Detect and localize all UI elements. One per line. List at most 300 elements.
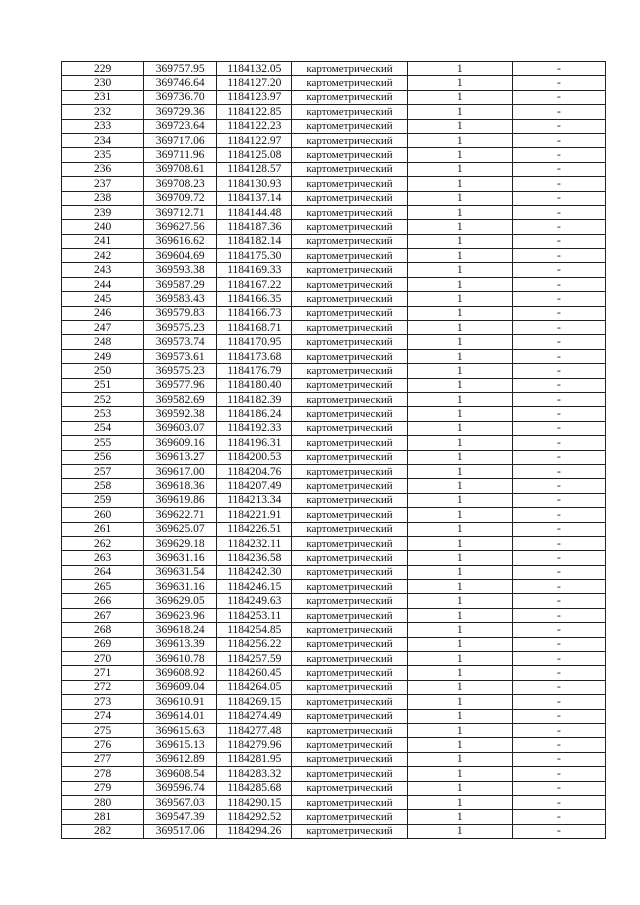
note-cell: -	[512, 594, 605, 608]
x-coordinate-cell: 369708.23	[144, 177, 217, 191]
table-row	[62, 767, 606, 781]
note-cell: -	[512, 738, 605, 752]
y-coordinate-cell: 1184285.68	[217, 781, 292, 795]
y-coordinate-cell: 1184127.20	[217, 76, 292, 90]
point-number-cell: 282	[62, 824, 144, 838]
table-row	[62, 666, 606, 680]
method-cell: картометрический	[292, 637, 407, 651]
accuracy-cell: 1	[407, 407, 512, 421]
accuracy-cell: 1	[407, 723, 512, 737]
note-cell: -	[512, 522, 605, 536]
y-coordinate-cell: 1184122.97	[217, 133, 292, 147]
x-coordinate-cell: 369625.07	[144, 522, 217, 536]
x-coordinate-cell: 369614.01	[144, 709, 217, 723]
y-coordinate-cell: 1184168.71	[217, 321, 292, 335]
y-coordinate-cell: 1184292.52	[217, 810, 292, 824]
method-cell: картометрический	[292, 752, 407, 766]
x-coordinate-cell: 369717.06	[144, 133, 217, 147]
x-coordinate-cell: 369622.71	[144, 508, 217, 522]
method-cell: картометрический	[292, 148, 407, 162]
point-number-cell: 234	[62, 133, 144, 147]
y-coordinate-cell: 1184122.23	[217, 119, 292, 133]
x-coordinate-cell: 369723.64	[144, 119, 217, 133]
x-coordinate-cell: 369573.74	[144, 335, 217, 349]
point-number-cell: 271	[62, 666, 144, 680]
method-cell: картометрический	[292, 522, 407, 536]
note-cell: -	[512, 119, 605, 133]
method-cell: картометрический	[292, 292, 407, 306]
accuracy-cell: 1	[407, 191, 512, 205]
method-cell: картометрический	[292, 177, 407, 191]
y-coordinate-cell: 1184196.31	[217, 436, 292, 450]
accuracy-cell: 1	[407, 608, 512, 622]
point-number-cell: 229	[62, 62, 144, 76]
x-coordinate-cell: 369608.54	[144, 767, 217, 781]
table-row	[62, 695, 606, 709]
note-cell: -	[512, 637, 605, 651]
note-cell: -	[512, 378, 605, 392]
x-coordinate-cell: 369757.95	[144, 62, 217, 76]
method-cell: картометрический	[292, 306, 407, 320]
note-cell: -	[512, 723, 605, 737]
table-row	[62, 723, 606, 737]
x-coordinate-cell: 369517.06	[144, 824, 217, 838]
accuracy-cell: 1	[407, 709, 512, 723]
accuracy-cell: 1	[407, 464, 512, 478]
note-cell: -	[512, 666, 605, 680]
y-coordinate-cell: 1184221.91	[217, 508, 292, 522]
x-coordinate-cell: 369615.63	[144, 723, 217, 737]
y-coordinate-cell: 1184169.33	[217, 263, 292, 277]
point-number-cell: 279	[62, 781, 144, 795]
accuracy-cell: 1	[407, 62, 512, 76]
x-coordinate-cell: 369746.64	[144, 76, 217, 90]
y-coordinate-cell: 1184283.32	[217, 767, 292, 781]
table-row	[62, 464, 606, 478]
x-coordinate-cell: 369613.39	[144, 637, 217, 651]
table-row	[62, 580, 606, 594]
table-row	[62, 191, 606, 205]
y-coordinate-cell: 1184253.11	[217, 608, 292, 622]
method-cell: картометрический	[292, 493, 407, 507]
note-cell: -	[512, 464, 605, 478]
table-row	[62, 364, 606, 378]
accuracy-cell: 1	[407, 795, 512, 809]
accuracy-cell: 1	[407, 594, 512, 608]
point-number-cell: 262	[62, 536, 144, 550]
point-number-cell: 244	[62, 277, 144, 291]
x-coordinate-cell: 369587.29	[144, 277, 217, 291]
x-coordinate-cell: 369629.05	[144, 594, 217, 608]
note-cell: -	[512, 450, 605, 464]
x-coordinate-cell: 369567.03	[144, 795, 217, 809]
x-coordinate-cell: 369579.83	[144, 306, 217, 320]
method-cell: картометрический	[292, 105, 407, 119]
point-number-cell: 260	[62, 508, 144, 522]
method-cell: картометрический	[292, 680, 407, 694]
note-cell: -	[512, 335, 605, 349]
x-coordinate-cell: 369631.54	[144, 565, 217, 579]
method-cell: картометрический	[292, 378, 407, 392]
method-cell: картометрический	[292, 781, 407, 795]
note-cell: -	[512, 652, 605, 666]
point-number-cell: 276	[62, 738, 144, 752]
note-cell: -	[512, 536, 605, 550]
accuracy-cell: 1	[407, 580, 512, 594]
note-cell: -	[512, 810, 605, 824]
table-row	[62, 90, 606, 104]
y-coordinate-cell: 1184167.22	[217, 277, 292, 291]
method-cell: картометрический	[292, 76, 407, 90]
point-number-cell: 265	[62, 580, 144, 594]
note-cell: -	[512, 234, 605, 248]
accuracy-cell: 1	[407, 205, 512, 219]
method-cell: картометрический	[292, 464, 407, 478]
note-cell: -	[512, 709, 605, 723]
y-coordinate-cell: 1184242.30	[217, 565, 292, 579]
method-cell: картометрический	[292, 191, 407, 205]
accuracy-cell: 1	[407, 666, 512, 680]
x-coordinate-cell: 369708.61	[144, 162, 217, 176]
method-cell: картометрический	[292, 450, 407, 464]
x-coordinate-cell: 369608.92	[144, 666, 217, 680]
y-coordinate-cell: 1184144.48	[217, 205, 292, 219]
note-cell: -	[512, 493, 605, 507]
method-cell: картометрический	[292, 824, 407, 838]
x-coordinate-cell: 369575.23	[144, 364, 217, 378]
note-cell: -	[512, 177, 605, 191]
method-cell: картометрический	[292, 162, 407, 176]
note-cell: -	[512, 695, 605, 709]
note-cell: -	[512, 220, 605, 234]
y-coordinate-cell: 1184170.95	[217, 335, 292, 349]
method-cell: картометрический	[292, 349, 407, 363]
point-number-cell: 275	[62, 723, 144, 737]
table-row	[62, 637, 606, 651]
table-row	[62, 306, 606, 320]
note-cell: -	[512, 364, 605, 378]
point-number-cell: 274	[62, 709, 144, 723]
accuracy-cell: 1	[407, 565, 512, 579]
point-number-cell: 261	[62, 522, 144, 536]
point-number-cell: 259	[62, 493, 144, 507]
method-cell: картометрический	[292, 407, 407, 421]
x-coordinate-cell: 369573.61	[144, 349, 217, 363]
table-row	[62, 623, 606, 637]
x-coordinate-cell: 369577.96	[144, 378, 217, 392]
accuracy-cell: 1	[407, 162, 512, 176]
y-coordinate-cell: 1184257.59	[217, 652, 292, 666]
x-coordinate-cell: 369618.24	[144, 623, 217, 637]
method-cell: картометрический	[292, 263, 407, 277]
point-number-cell: 270	[62, 652, 144, 666]
accuracy-cell: 1	[407, 767, 512, 781]
x-coordinate-cell: 369583.43	[144, 292, 217, 306]
note-cell: -	[512, 263, 605, 277]
accuracy-cell: 1	[407, 263, 512, 277]
table-row	[62, 105, 606, 119]
table-row	[62, 652, 606, 666]
note-cell: -	[512, 205, 605, 219]
accuracy-cell: 1	[407, 637, 512, 651]
y-coordinate-cell: 1184204.76	[217, 464, 292, 478]
accuracy-cell: 1	[407, 234, 512, 248]
point-number-cell: 257	[62, 464, 144, 478]
x-coordinate-cell: 369711.96	[144, 148, 217, 162]
y-coordinate-cell: 1184290.15	[217, 795, 292, 809]
accuracy-cell: 1	[407, 364, 512, 378]
method-cell: картометрический	[292, 220, 407, 234]
method-cell: картометрический	[292, 421, 407, 435]
table-row	[62, 738, 606, 752]
y-coordinate-cell: 1184232.11	[217, 536, 292, 550]
y-coordinate-cell: 1184187.36	[217, 220, 292, 234]
table-row	[62, 148, 606, 162]
accuracy-cell: 1	[407, 508, 512, 522]
method-cell: картометрический	[292, 652, 407, 666]
point-number-cell: 245	[62, 292, 144, 306]
point-number-cell: 253	[62, 407, 144, 421]
point-number-cell: 240	[62, 220, 144, 234]
x-coordinate-cell: 369613.27	[144, 450, 217, 464]
note-cell: -	[512, 76, 605, 90]
note-cell: -	[512, 580, 605, 594]
x-coordinate-cell: 369619.86	[144, 493, 217, 507]
note-cell: -	[512, 680, 605, 694]
table-row	[62, 249, 606, 263]
accuracy-cell: 1	[407, 680, 512, 694]
table-row	[62, 680, 606, 694]
accuracy-cell: 1	[407, 378, 512, 392]
table-row	[62, 62, 606, 76]
note-cell: -	[512, 551, 605, 565]
point-number-cell: 243	[62, 263, 144, 277]
note-cell: -	[512, 321, 605, 335]
table-row	[62, 594, 606, 608]
table-row	[62, 220, 606, 234]
table-row	[62, 335, 606, 349]
y-coordinate-cell: 1184274.49	[217, 709, 292, 723]
note-cell: -	[512, 133, 605, 147]
table-row	[62, 321, 606, 335]
accuracy-cell: 1	[407, 421, 512, 435]
point-number-cell: 248	[62, 335, 144, 349]
note-cell: -	[512, 508, 605, 522]
accuracy-cell: 1	[407, 695, 512, 709]
table-row	[62, 76, 606, 90]
y-coordinate-cell: 1184269.15	[217, 695, 292, 709]
note-cell: -	[512, 795, 605, 809]
table-row	[62, 522, 606, 536]
y-coordinate-cell: 1184186.24	[217, 407, 292, 421]
accuracy-cell: 1	[407, 450, 512, 464]
table-row	[62, 752, 606, 766]
y-coordinate-cell: 1184122.85	[217, 105, 292, 119]
accuracy-cell: 1	[407, 392, 512, 406]
point-number-cell: 252	[62, 392, 144, 406]
table-row	[62, 205, 606, 219]
x-coordinate-cell: 369616.62	[144, 234, 217, 248]
method-cell: картометрический	[292, 594, 407, 608]
table-row	[62, 795, 606, 809]
point-number-cell: 246	[62, 306, 144, 320]
table-row	[62, 493, 606, 507]
y-coordinate-cell: 1184256.22	[217, 637, 292, 651]
point-number-cell: 230	[62, 76, 144, 90]
method-cell: картометрический	[292, 392, 407, 406]
table-row	[62, 392, 606, 406]
x-coordinate-cell: 369618.36	[144, 479, 217, 493]
note-cell: -	[512, 277, 605, 291]
x-coordinate-cell: 369604.69	[144, 249, 217, 263]
method-cell: картометрический	[292, 810, 407, 824]
point-number-cell: 237	[62, 177, 144, 191]
note-cell: -	[512, 148, 605, 162]
accuracy-cell: 1	[407, 824, 512, 838]
table-row	[62, 292, 606, 306]
note-cell: -	[512, 781, 605, 795]
point-number-cell: 266	[62, 594, 144, 608]
point-number-cell: 235	[62, 148, 144, 162]
accuracy-cell: 1	[407, 781, 512, 795]
table-row	[62, 508, 606, 522]
y-coordinate-cell: 1184128.57	[217, 162, 292, 176]
method-cell: картометрический	[292, 277, 407, 291]
y-coordinate-cell: 1184246.15	[217, 580, 292, 594]
y-coordinate-cell: 1184192.33	[217, 421, 292, 435]
note-cell: -	[512, 162, 605, 176]
accuracy-cell: 1	[407, 133, 512, 147]
method-cell: картометрический	[292, 565, 407, 579]
coordinates-table	[61, 61, 606, 839]
y-coordinate-cell: 1184277.48	[217, 723, 292, 737]
accuracy-cell: 1	[407, 436, 512, 450]
y-coordinate-cell: 1184294.26	[217, 824, 292, 838]
accuracy-cell: 1	[407, 623, 512, 637]
method-cell: картометрический	[292, 723, 407, 737]
table-row	[62, 378, 606, 392]
method-cell: картометрический	[292, 580, 407, 594]
y-coordinate-cell: 1184130.93	[217, 177, 292, 191]
x-coordinate-cell: 369610.78	[144, 652, 217, 666]
table-row	[62, 133, 606, 147]
accuracy-cell: 1	[407, 76, 512, 90]
y-coordinate-cell: 1184226.51	[217, 522, 292, 536]
note-cell: -	[512, 105, 605, 119]
method-cell: картометрический	[292, 551, 407, 565]
accuracy-cell: 1	[407, 249, 512, 263]
y-coordinate-cell: 1184123.97	[217, 90, 292, 104]
accuracy-cell: 1	[407, 493, 512, 507]
method-cell: картометрический	[292, 479, 407, 493]
x-coordinate-cell: 369596.74	[144, 781, 217, 795]
x-coordinate-cell: 369603.07	[144, 421, 217, 435]
y-coordinate-cell: 1184200.53	[217, 450, 292, 464]
accuracy-cell: 1	[407, 292, 512, 306]
table-row	[62, 177, 606, 191]
note-cell: -	[512, 191, 605, 205]
point-number-cell: 273	[62, 695, 144, 709]
table-row	[62, 349, 606, 363]
x-coordinate-cell: 369631.16	[144, 580, 217, 594]
point-number-cell: 250	[62, 364, 144, 378]
point-number-cell: 232	[62, 105, 144, 119]
point-number-cell: 239	[62, 205, 144, 219]
point-number-cell: 231	[62, 90, 144, 104]
method-cell: картометрический	[292, 205, 407, 219]
point-number-cell: 256	[62, 450, 144, 464]
note-cell: -	[512, 349, 605, 363]
accuracy-cell: 1	[407, 349, 512, 363]
method-cell: картометрический	[292, 666, 407, 680]
x-coordinate-cell: 369609.16	[144, 436, 217, 450]
y-coordinate-cell: 1184166.35	[217, 292, 292, 306]
table-row	[62, 234, 606, 248]
note-cell: -	[512, 623, 605, 637]
y-coordinate-cell: 1184182.39	[217, 392, 292, 406]
table-row	[62, 709, 606, 723]
point-number-cell: 263	[62, 551, 144, 565]
method-cell: картометрический	[292, 608, 407, 622]
note-cell: -	[512, 62, 605, 76]
x-coordinate-cell: 369709.72	[144, 191, 217, 205]
x-coordinate-cell: 369627.56	[144, 220, 217, 234]
accuracy-cell: 1	[407, 810, 512, 824]
method-cell: картометрический	[292, 133, 407, 147]
note-cell: -	[512, 479, 605, 493]
y-coordinate-cell: 1184137.14	[217, 191, 292, 205]
y-coordinate-cell: 1184260.45	[217, 666, 292, 680]
x-coordinate-cell: 369729.36	[144, 105, 217, 119]
y-coordinate-cell: 1184176.79	[217, 364, 292, 378]
y-coordinate-cell: 1184264.05	[217, 680, 292, 694]
table-row	[62, 608, 606, 622]
note-cell: -	[512, 407, 605, 421]
y-coordinate-cell: 1184213.34	[217, 493, 292, 507]
point-number-cell: 255	[62, 436, 144, 450]
y-coordinate-cell: 1184166.73	[217, 306, 292, 320]
accuracy-cell: 1	[407, 652, 512, 666]
point-number-cell: 280	[62, 795, 144, 809]
method-cell: картометрический	[292, 767, 407, 781]
method-cell: картометрический	[292, 364, 407, 378]
table-row	[62, 407, 606, 421]
x-coordinate-cell: 369547.39	[144, 810, 217, 824]
table-row	[62, 119, 606, 133]
x-coordinate-cell: 369736.70	[144, 90, 217, 104]
x-coordinate-cell: 369582.69	[144, 392, 217, 406]
y-coordinate-cell: 1184125.08	[217, 148, 292, 162]
point-number-cell: 272	[62, 680, 144, 694]
point-number-cell: 236	[62, 162, 144, 176]
y-coordinate-cell: 1184132.05	[217, 62, 292, 76]
table-row	[62, 263, 606, 277]
accuracy-cell: 1	[407, 306, 512, 320]
method-cell: картометрический	[292, 436, 407, 450]
table-row	[62, 421, 606, 435]
table-row	[62, 479, 606, 493]
point-number-cell: 249	[62, 349, 144, 363]
accuracy-cell: 1	[407, 752, 512, 766]
method-cell: картометрический	[292, 321, 407, 335]
accuracy-cell: 1	[407, 479, 512, 493]
y-coordinate-cell: 1184175.30	[217, 249, 292, 263]
y-coordinate-cell: 1184180.40	[217, 378, 292, 392]
y-coordinate-cell: 1184182.14	[217, 234, 292, 248]
y-coordinate-cell: 1184173.68	[217, 349, 292, 363]
accuracy-cell: 1	[407, 119, 512, 133]
point-number-cell: 264	[62, 565, 144, 579]
